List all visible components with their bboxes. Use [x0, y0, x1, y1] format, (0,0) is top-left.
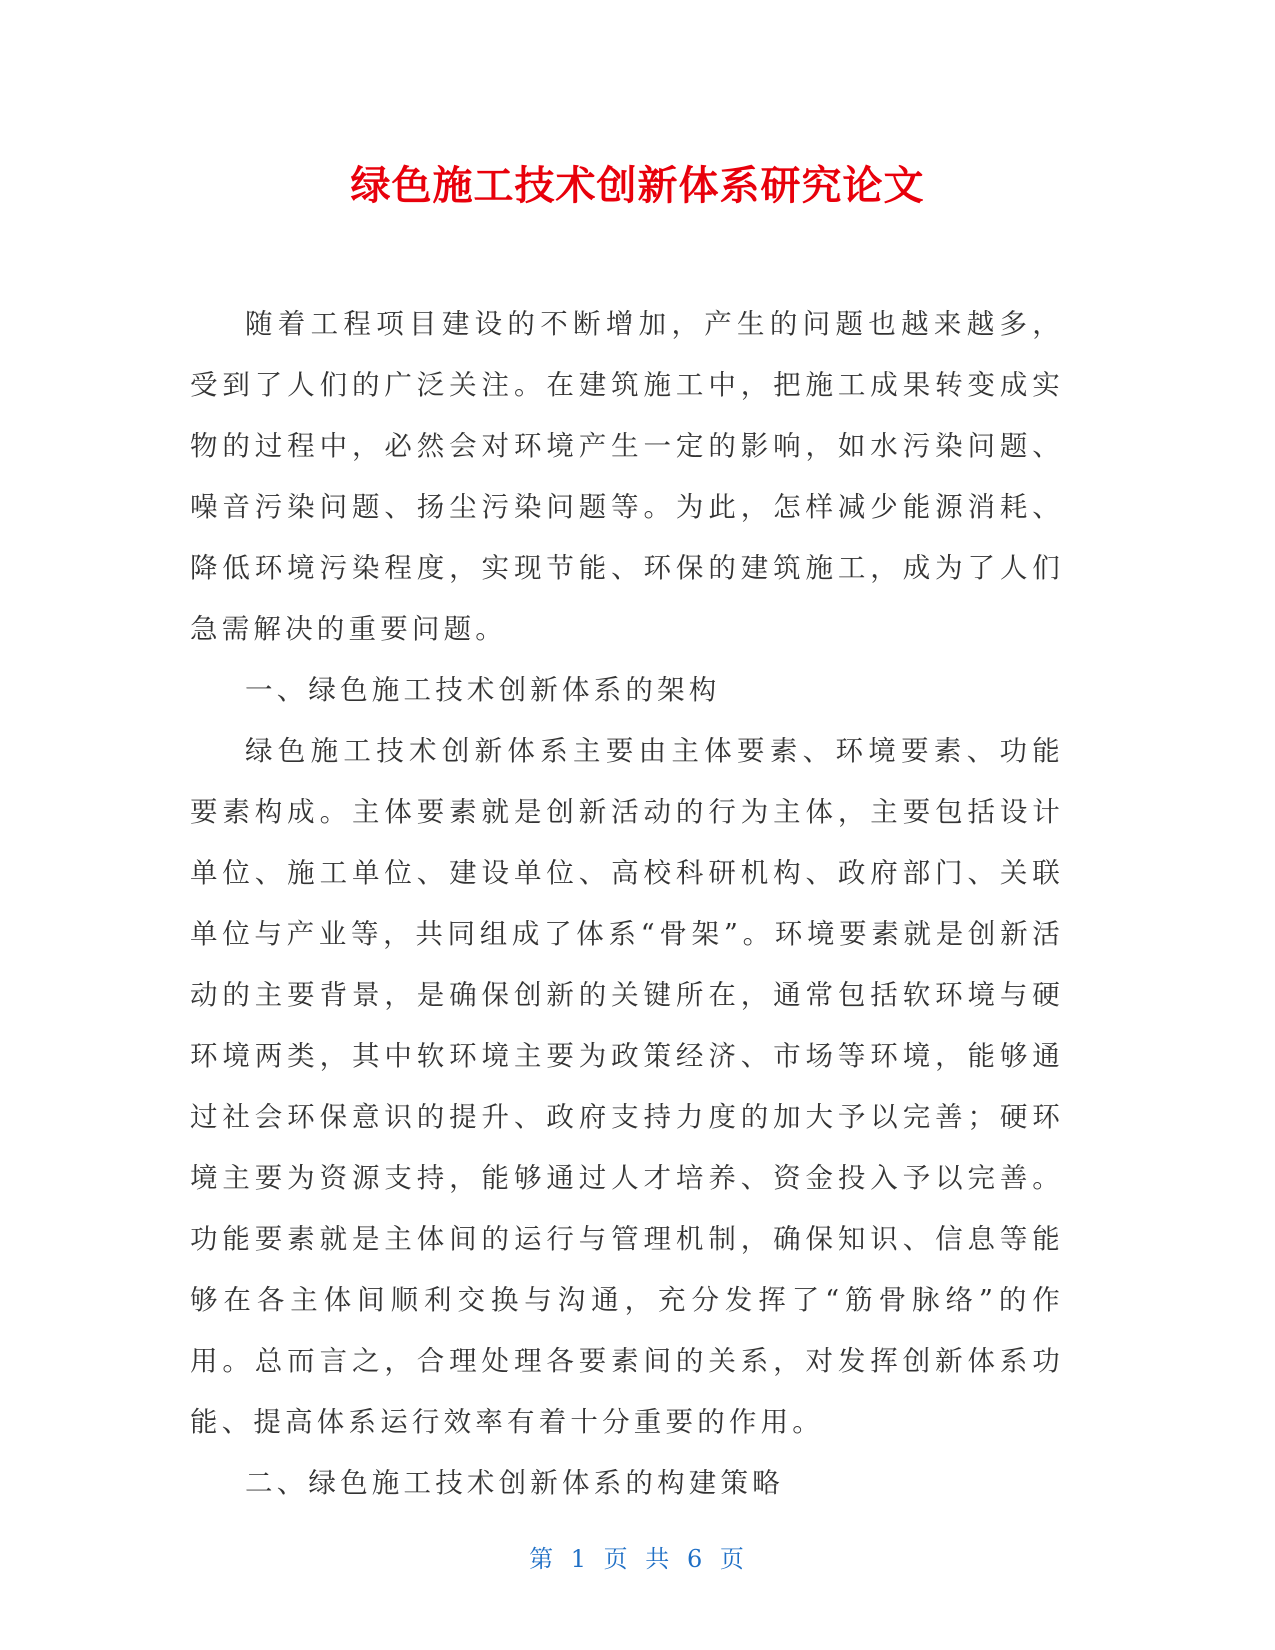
body-paragraph-architecture: 绿色施工技术创新体系主要由主体要素、环境要素、功能要素构成。主体要素就是创新活动的行为主体，主要包括设计单位、施工单位、建设单位、高校科研机构、政府部门、关联单位与产业等，共同组成了体系“骨架”。环境要素就是创新活动的主要背景，是确保创新的关键所在，通常包括软环境与硬环境两类，其中软环境主要为政策经济、市场等环境，能够通过社会环保意识的提升、政府支持力度的加大予以完善；硬环境主要为资源支持，能够通过人才培养、资金投入予以完善。功能要素就是主体间的运行与管理机制，确保知识、信息等能够在各主体间顺利交换与沟通，充分发挥了“筋骨脉络”的作用。总而言之，合理处理各要素间的关系，对发挥创新体系功能、提高体系运行效率有着十分重要的作用。 — [190, 735, 1064, 1438]
body-paragraph-intro: 随着工程项目建设的不断增加，产生的问题也越来越多，受到了人们的广泛关注。在建筑施工中，把施工成果转变成实物的过程中，必然会对环境产生一定的影响，如水污染问题、噪音污染问题、扬尘污染问题等。为此，怎样减少能源消耗、降低环境污染程度，实现节能、环保的建筑施工，成为了人们急需解决的重要问题。 — [190, 308, 1064, 645]
section-heading-strategy: 二、绿色施工技术创新体系的构建策略 — [245, 1467, 784, 1499]
section-heading-architecture: 一、绿色施工技术创新体系的架构 — [245, 674, 721, 706]
page-footer: 第 1 页 共 6 页 — [529, 1545, 746, 1573]
document-title: 绿色施工技术创新体系研究论文 — [350, 163, 925, 209]
document-body — [190, 294, 1064, 1514]
